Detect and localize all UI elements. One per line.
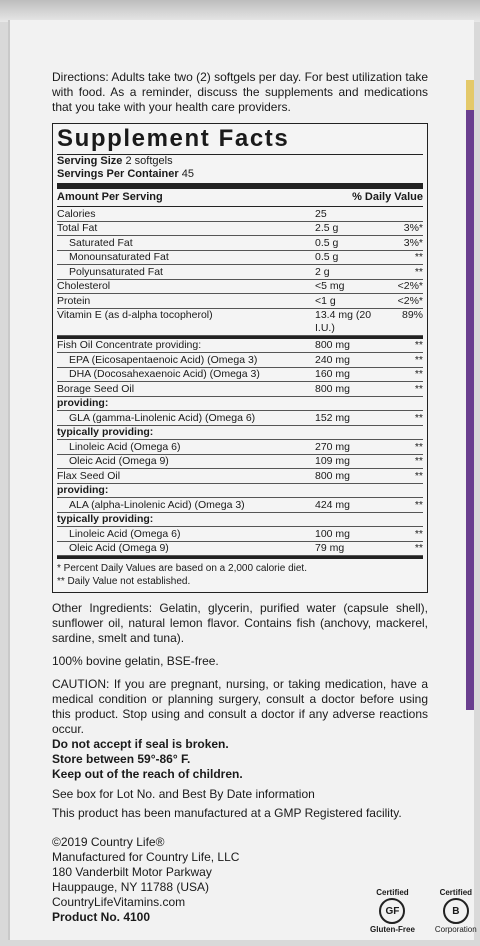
facts-row-dv: ** (414, 542, 423, 554)
supplement-facts-panel (52, 123, 428, 593)
facts-row-amount (315, 426, 383, 439)
facts-row (57, 353, 423, 368)
facts-row-name: Saturated Fat (69, 236, 133, 249)
facts-row-amount: 109 mg (315, 455, 351, 467)
facts-row-name: Borage Seed Oil (57, 382, 135, 395)
gmp-note: This product has been manufactured at a GMP Registered facility. (52, 806, 402, 820)
box-top-edge (0, 0, 480, 22)
facts-row-dv (383, 426, 423, 439)
side-stripe-purple (466, 110, 474, 710)
facts-row (57, 382, 423, 397)
manufacturer: Manufactured for Country Life, LLC (52, 850, 240, 864)
facts-row-amount: 25 (315, 207, 327, 220)
facts-row-dv: ** (414, 265, 423, 278)
website: CountryLifeVitamins.com (52, 895, 186, 909)
facts-row (57, 498, 423, 513)
caution-text: CAUTION: If you are pregnant, nursing, or taking medication, have a medical condition or planning surgery, consult a doctor before using this product. Stop using and consult a doctor if any adverse reactions occur. (52, 677, 428, 736)
facts-row (57, 294, 423, 309)
facts-row (57, 251, 423, 266)
facts-row (57, 236, 423, 251)
facts-row-amount: 800 mg (315, 469, 351, 482)
facts-row-amount: 152 mg (315, 411, 351, 424)
facts-row-amount: 270 mg (315, 440, 351, 453)
facts-row-amount: <1 g (315, 294, 336, 307)
b-corp-logo: Certified B Corporation (434, 888, 477, 934)
facts-row-amount: 160 mg (315, 368, 351, 380)
facts-row-amount (315, 397, 383, 410)
facts-row-name: Fish Oil Concentrate providing: (57, 339, 202, 351)
facts-row-amount: <5 mg (315, 280, 345, 292)
children-warning: Keep out of the reach of children. (52, 767, 243, 781)
facts-row-dv (383, 484, 423, 497)
facts-row-amount: 0.5 g (315, 236, 339, 249)
facts-row (57, 411, 423, 426)
facts-row-amount: 79 mg (315, 542, 345, 554)
facts-title: Supplement Facts (57, 126, 423, 155)
facts-row (57, 513, 423, 528)
facts-row-amount: 100 mg (315, 527, 351, 540)
seal-warning: Do not accept if seal is broken. (52, 737, 229, 751)
facts-row-dv: ** (414, 440, 423, 453)
facts-row-name: Linoleic Acid (Omega 6) (69, 527, 181, 540)
copyright: ©2019 Country Life® (52, 835, 165, 849)
gluten-free-logo: Certified GF Gluten-Free (370, 888, 415, 934)
facts-row-name: providing: (57, 397, 109, 409)
facts-row-name: Polyunsaturated Fat (69, 265, 163, 278)
product-number: Product No. 4100 (52, 910, 151, 924)
b-corp-icon: B (443, 898, 469, 924)
storage-note: Store between 59°-86° F. (52, 752, 191, 766)
facts-row-dv: ** (414, 411, 423, 424)
facts-row-name: Oleic Acid (Omega 9) (69, 542, 169, 554)
facts-row-dv (383, 208, 423, 221)
facts-row-amount: 2.5 g (315, 222, 339, 234)
facts-row (57, 440, 423, 455)
facts-row-name: Monounsaturated Fat (69, 251, 169, 263)
facts-row-dv: <2%* (397, 294, 423, 307)
other-ingredients: Other Ingredients: Gelatin, glycerin, purified water (capsule shell), sunflower oil, natural lemon flavor. Contains fish (anchovy, mackerel, sardine, smelt and tuna). (52, 601, 428, 645)
facts-row (57, 222, 423, 237)
facts-row-name: Flax Seed Oil (57, 469, 121, 482)
gf-icon: GF (379, 898, 405, 924)
facts-row-dv (383, 397, 423, 410)
facts-row-dv: ** (414, 368, 423, 380)
side-stripe-yellow (466, 80, 474, 110)
facts-row (57, 455, 423, 470)
facts-row (57, 309, 423, 336)
facts-row-dv: ** (414, 353, 423, 366)
serving-size: Serving Size 2 softgels (57, 155, 173, 167)
facts-row-name: Oleic Acid (Omega 9) (69, 455, 169, 467)
facts-row-amount: 800 mg (315, 382, 351, 395)
facts-row-name: Vitamin E (as d-alpha tocopherol) (57, 309, 213, 321)
facts-row-name: DHA (Docosahexaenoic Acid) (Omega 3) (69, 368, 260, 380)
facts-row-dv: ** (414, 527, 423, 540)
facts-row-dv: ** (414, 251, 423, 263)
facts-row-amount: 13.4 mg (20 I.U.) (315, 309, 372, 334)
facts-row-name: GLA (gamma-Linolenic Acid) (Omega 6) (69, 411, 256, 424)
facts-row-dv: ** (414, 469, 423, 482)
facts-row-name: ALA (alpha-Linolenic Acid) (Omega 3) (69, 498, 245, 511)
facts-row (57, 527, 423, 542)
facts-row-name: typically providing: (57, 426, 154, 438)
facts-row-name: providing: (57, 484, 109, 496)
facts-row-amount (315, 513, 383, 526)
facts-row-amount: 0.5 g (315, 251, 339, 263)
facts-row (57, 542, 423, 557)
facts-row-name: Calories (57, 207, 96, 220)
label-content (52, 70, 428, 925)
facts-row-name: Cholesterol (57, 280, 111, 292)
facts-row-name: Total Fat (57, 222, 98, 234)
facts-row-amount: 240 mg (315, 353, 351, 366)
facts-header: Amount Per Serving % Daily Value (57, 189, 423, 207)
facts-row-amount: 800 mg (315, 339, 351, 351)
facts-row-dv: 3%* (403, 222, 423, 234)
facts-row-amount: 2 g (315, 265, 330, 278)
facts-row (57, 484, 423, 499)
facts-row (57, 265, 423, 280)
facts-row (57, 280, 423, 295)
directions-text: Directions: Adults take two (2) softgels per day. For best utilization take with food. As a reminder, discuss the supplements and medications that you take with your health care providers. (52, 70, 428, 114)
facts-row (57, 207, 423, 222)
lot-info: See box for Lot No. and Best By Date information (52, 787, 315, 801)
address-line-2: Hauppauge, NY 11788 (USA) (52, 880, 209, 894)
facts-row-name: Linoleic Acid (Omega 6) (69, 440, 181, 453)
footnote-dv: * Percent Daily Values are based on a 2,000 calorie diet. (57, 563, 307, 574)
facts-row-amount: 424 mg (315, 498, 351, 511)
facts-row (57, 397, 423, 412)
gelatin-note: 100% bovine gelatin, BSE-free. (52, 654, 219, 668)
facts-row-dv: ** (414, 382, 423, 395)
servings-per-container: Servings Per Container 45 (57, 168, 194, 180)
address-line-1: 180 Vanderbilt Motor Parkway (52, 865, 212, 879)
facts-row-dv: 89% (401, 309, 423, 321)
facts-row (57, 368, 423, 383)
facts-row-name: EPA (Eicosapentaenoic Acid) (Omega 3) (69, 353, 258, 366)
facts-row-dv: ** (414, 455, 423, 467)
facts-row-name: Protein (57, 294, 91, 307)
facts-row-name: typically providing: (57, 513, 154, 525)
facts-row-dv: ** (414, 339, 423, 351)
facts-row-amount (315, 484, 383, 497)
certification-logos (370, 888, 477, 934)
facts-row-dv: ** (414, 498, 423, 511)
facts-rows (57, 207, 423, 556)
facts-row (57, 426, 423, 441)
footnote-not-established: ** Daily Value not established. (57, 576, 191, 587)
facts-row (57, 469, 423, 484)
facts-row (57, 336, 423, 354)
facts-row-dv: <2%* (397, 280, 423, 292)
facts-row-dv: 3%* (403, 236, 423, 249)
facts-row-dv (383, 513, 423, 526)
